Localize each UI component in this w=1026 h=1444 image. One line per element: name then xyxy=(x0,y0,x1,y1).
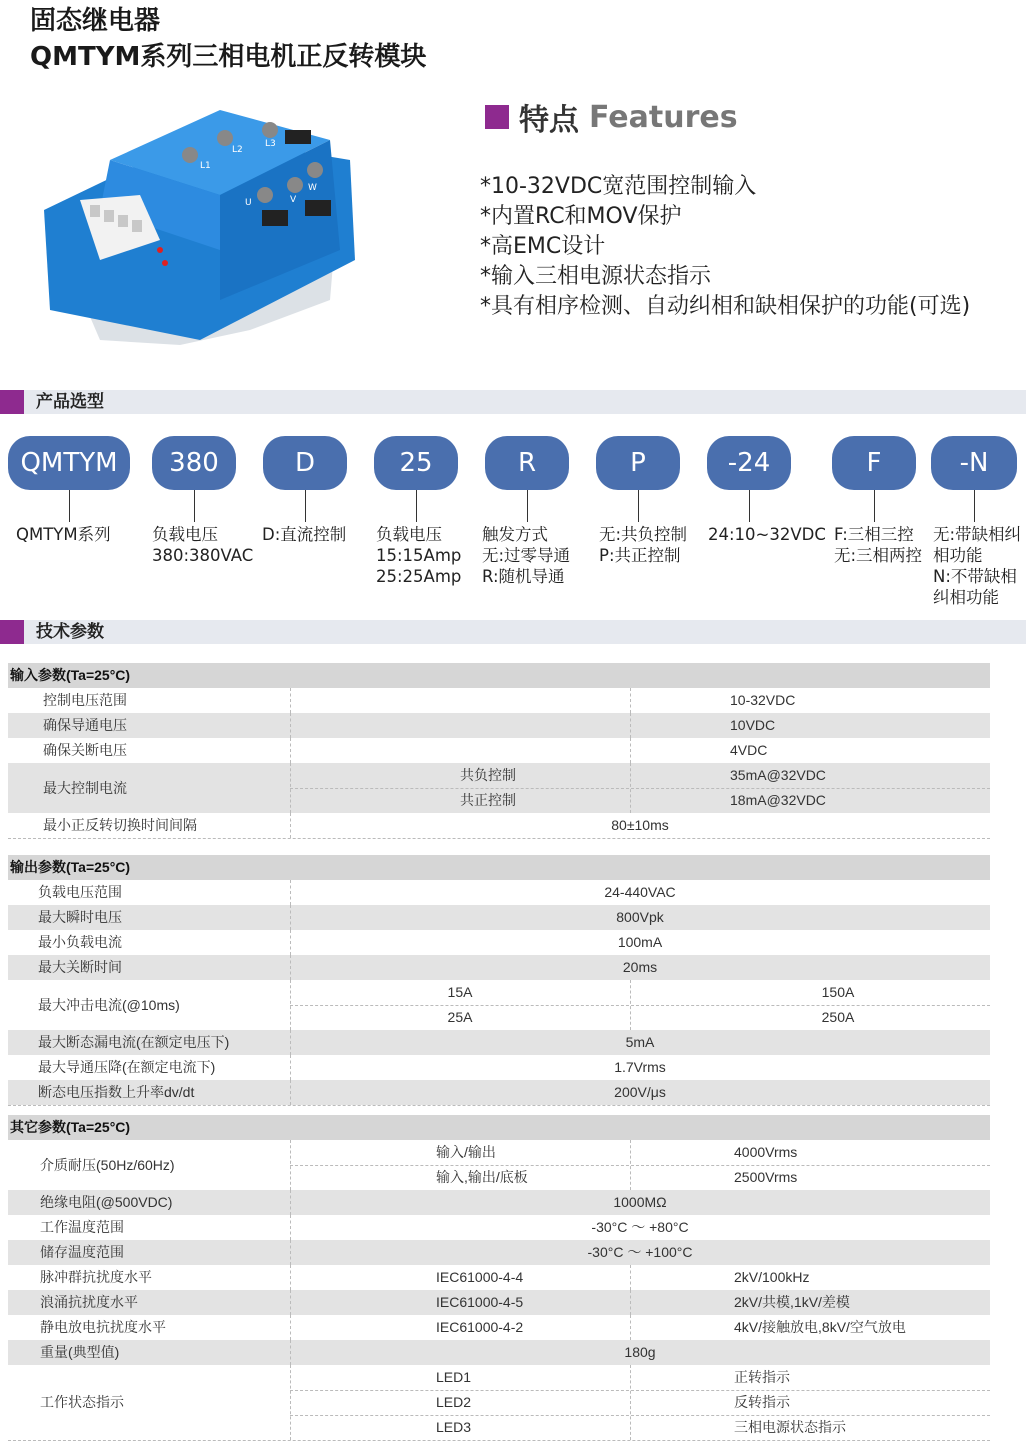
table-row xyxy=(8,1140,990,1190)
column-divider xyxy=(630,688,631,713)
row-divider xyxy=(8,1105,990,1106)
param-condition: 输入/输出 xyxy=(436,1144,496,1160)
terminal-label-w: W xyxy=(308,183,317,193)
param-name: 断态电压指数上升率dv/dt xyxy=(38,1084,195,1100)
table-row xyxy=(8,813,990,838)
param-name: 最大关断时间 xyxy=(38,959,122,975)
table-row xyxy=(8,1080,990,1105)
feature-item: *内置RC和MOV保护 xyxy=(480,204,682,229)
table-header-row xyxy=(8,855,990,880)
description-line: 无:带缺相纠 xyxy=(933,525,1022,544)
table-row xyxy=(8,1055,990,1080)
table-row xyxy=(8,980,990,1030)
sub-row xyxy=(290,1165,990,1190)
terminal-label-l1: L1 xyxy=(200,161,211,171)
section-title-specs: 技术参数 xyxy=(36,622,104,642)
connector-line xyxy=(69,490,70,522)
table-row xyxy=(8,688,990,713)
description-line: F:三相三控 xyxy=(834,525,914,544)
column-divider xyxy=(290,1080,291,1105)
column-divider xyxy=(290,713,291,738)
table-row xyxy=(8,1265,990,1290)
column-divider xyxy=(290,1290,291,1315)
table-row xyxy=(8,955,990,980)
feature-item: *具有相序检测、自动纠相和缺相保护的功能(可选) xyxy=(480,294,971,319)
sub-row xyxy=(290,1415,990,1440)
column-divider xyxy=(290,1315,291,1340)
param-name: 确保关断电压 xyxy=(43,742,127,758)
description-line: 无:过零导通 xyxy=(482,546,571,565)
description-line: 380:380VAC xyxy=(152,546,254,565)
model-code-description xyxy=(262,524,346,545)
param-condition: 共正控制 xyxy=(460,792,516,808)
table-row xyxy=(8,1215,990,1240)
param-value: 24-440VAC xyxy=(604,884,676,900)
param-name: 重量(典型值) xyxy=(40,1344,120,1360)
table-header-row xyxy=(8,1115,990,1140)
param-name: 最大瞬时电压 xyxy=(38,909,122,925)
param-value: 4000Vrms xyxy=(734,1144,798,1160)
param-value: 35mA@32VDC xyxy=(730,767,826,783)
column-divider xyxy=(630,763,631,813)
terminal-label-v: V xyxy=(290,195,297,205)
param-value: 1.7Vrms xyxy=(614,1059,666,1075)
table-row xyxy=(8,1365,990,1440)
features-heading xyxy=(485,95,738,139)
column-divider xyxy=(630,738,631,763)
description-line: 相功能 xyxy=(933,546,983,565)
param-value: 150A xyxy=(821,984,855,1000)
model-code-segment: P xyxy=(596,436,680,490)
param-value: 4kV/接触放电,8kV/空气放电 xyxy=(734,1319,906,1335)
table-row xyxy=(8,1240,990,1265)
table-header-title: 其它参数(Ta=25°C) xyxy=(10,1119,131,1135)
model-code-description xyxy=(933,524,1021,608)
connector-line xyxy=(749,490,750,522)
features-list xyxy=(480,172,970,322)
param-name: 工作温度范围 xyxy=(40,1219,124,1235)
column-divider xyxy=(290,880,291,905)
sub-row xyxy=(290,1005,990,1030)
param-name: 控制电压范围 xyxy=(43,692,127,708)
param-value: 反转指示 xyxy=(734,1394,790,1410)
description-line: 负载电压 xyxy=(152,525,218,544)
column-divider xyxy=(290,980,291,1030)
column-divider xyxy=(290,1340,291,1365)
param-value: 250A xyxy=(821,1009,855,1025)
param-name: 确保导通电压 xyxy=(43,717,127,733)
param-name: 储存温度范围 xyxy=(40,1244,124,1260)
sub-row xyxy=(290,1140,990,1165)
row-divider xyxy=(8,838,990,839)
param-name: 负载电压范围 xyxy=(38,884,122,900)
solid-state-relay-module-icon xyxy=(40,100,360,360)
table-row xyxy=(8,905,990,930)
description-line: R:随机导通 xyxy=(482,567,565,586)
feature-item: *高EMC设计 xyxy=(480,234,606,259)
param-value: 1000MΩ xyxy=(613,1194,667,1210)
table-header-row xyxy=(8,663,990,688)
column-divider xyxy=(290,1055,291,1080)
column-divider xyxy=(630,1315,631,1340)
param-name: 工作状态指示 xyxy=(40,1394,124,1410)
param-value: 2kV/100kHz xyxy=(734,1269,810,1285)
table-row xyxy=(8,930,990,955)
model-code-segment: 25 xyxy=(374,436,458,490)
model-code-segment: 380 xyxy=(152,436,236,490)
terminal-label-l2: L2 xyxy=(232,145,243,155)
model-code-description xyxy=(152,524,253,566)
model-code-description xyxy=(708,524,826,545)
column-divider xyxy=(290,1190,291,1215)
param-condition: LED3 xyxy=(436,1419,472,1435)
param-name: 最大控制电流 xyxy=(43,780,127,796)
row-divider xyxy=(290,1165,990,1166)
column-divider xyxy=(630,1265,631,1290)
connector-line xyxy=(305,490,306,522)
model-code-segment: D xyxy=(263,436,347,490)
terminal-label-l3: L3 xyxy=(265,139,276,149)
column-divider xyxy=(290,688,291,713)
param-value: 180g xyxy=(624,1344,656,1360)
param-condition: IEC61000-4-5 xyxy=(436,1294,524,1310)
param-condition: LED2 xyxy=(436,1394,472,1410)
param-value: 10VDC xyxy=(730,717,776,733)
connector-line xyxy=(874,490,875,522)
sub-row xyxy=(290,788,990,813)
table-row xyxy=(8,1190,990,1215)
param-name: 浪涌抗扰度水平 xyxy=(40,1294,138,1310)
table-header-title: 输入参数(Ta=25°C) xyxy=(10,667,131,683)
feature-item: *输入三相电源状态指示 xyxy=(480,264,712,289)
model-code-description xyxy=(482,524,570,587)
param-name: 最小正反转切换时间间隔 xyxy=(43,817,197,833)
model-code-segment: QMTYM xyxy=(8,436,130,490)
sub-row xyxy=(290,1390,990,1415)
param-condition: IEC61000-4-4 xyxy=(436,1269,524,1285)
connector-line xyxy=(638,490,639,522)
column-divider xyxy=(290,1140,291,1190)
param-value: 80±10ms xyxy=(611,817,669,833)
connector-line xyxy=(527,490,528,522)
description-line: 无:共负控制 xyxy=(599,525,688,544)
param-condition: 输入,输出/底板 xyxy=(436,1169,528,1185)
param-name: 脉冲群抗扰度水平 xyxy=(40,1269,152,1285)
param-name: 最大断态漏电流(在额定电压下) xyxy=(38,1034,230,1050)
heading-square-icon xyxy=(485,105,509,129)
description-line: 24:10~32VDC xyxy=(708,525,826,544)
section-bar-selection xyxy=(0,390,1026,414)
section-square-icon xyxy=(0,620,24,644)
model-code-description xyxy=(834,524,922,566)
description-line: P:共正控制 xyxy=(599,546,681,565)
param-condition: LED1 xyxy=(436,1369,472,1385)
column-divider xyxy=(290,1215,291,1240)
row-divider xyxy=(290,1005,990,1006)
param-value: -30°C ～ +80°C xyxy=(591,1219,689,1235)
sub-row xyxy=(290,980,990,1005)
param-name: 绝缘电阻(@500VDC) xyxy=(40,1194,173,1210)
description-line: QMTYM系列 xyxy=(16,525,111,544)
column-divider xyxy=(290,1240,291,1265)
column-divider xyxy=(630,1140,631,1190)
column-divider xyxy=(290,905,291,930)
connector-line xyxy=(974,490,975,522)
param-value: 4VDC xyxy=(730,742,768,758)
param-condition: IEC61000-4-2 xyxy=(436,1319,524,1335)
column-divider xyxy=(290,813,291,838)
param-name: 最大冲击电流(@10ms) xyxy=(38,997,180,1013)
description-line: 25:25Amp xyxy=(376,567,462,586)
param-value: 800Vpk xyxy=(616,909,664,925)
description-line: 15:15Amp xyxy=(376,546,462,565)
model-code-segment: R xyxy=(485,436,569,490)
param-condition: 共负控制 xyxy=(460,767,516,783)
model-code-description xyxy=(599,524,687,566)
terminal-label-u: U xyxy=(245,198,252,208)
connector-line xyxy=(416,490,417,522)
sub-row xyxy=(290,1365,990,1390)
param-value: 20ms xyxy=(622,959,658,975)
param-value: 正转指示 xyxy=(734,1369,790,1385)
row-divider xyxy=(290,1415,990,1416)
column-divider xyxy=(290,955,291,980)
features-heading-cn: 特点 xyxy=(519,103,579,138)
section-bar-specs xyxy=(0,620,1026,644)
param-value: 5mA xyxy=(625,1034,655,1050)
row-divider xyxy=(8,1440,990,1441)
features-heading-en: Features xyxy=(589,99,738,135)
model-code-segment: -24 xyxy=(707,436,791,490)
column-divider xyxy=(290,1265,291,1290)
table-row xyxy=(8,738,990,763)
column-divider xyxy=(630,713,631,738)
table-header-title: 输出参数(Ta=25°C) xyxy=(10,859,131,875)
param-value: 200V/μs xyxy=(614,1084,666,1100)
doc-title-line1: 固态继电器 xyxy=(30,6,161,36)
table-row xyxy=(8,1030,990,1055)
param-name: 最小负载电流 xyxy=(38,934,122,950)
param-value: 10-32VDC xyxy=(730,692,796,708)
section-title-selection: 产品选型 xyxy=(36,392,104,412)
column-divider xyxy=(290,1030,291,1055)
doc-title-line2: QMTYM系列三相电机正反转模块 xyxy=(30,42,427,72)
description-line: 纠相功能 xyxy=(933,588,999,607)
param-value: 2kV/共模,1kV/差模 xyxy=(734,1294,850,1310)
feature-item: *10-32VDC宽范围控制输入 xyxy=(480,174,757,199)
description-line: 负载电压 xyxy=(376,525,442,544)
product-photo xyxy=(40,100,360,360)
param-value: 2500Vrms xyxy=(734,1169,798,1185)
param-value: 18mA@32VDC xyxy=(730,792,826,808)
table-row xyxy=(8,763,990,813)
column-divider xyxy=(290,763,291,813)
table-row xyxy=(8,1315,990,1340)
param-name: 最大导通压降(在额定电流下) xyxy=(38,1059,216,1075)
sub-row xyxy=(290,763,990,788)
param-condition: 25A xyxy=(447,1009,473,1025)
param-name: 静电放电抗扰度水平 xyxy=(40,1319,166,1335)
param-condition: 15A xyxy=(447,984,473,1000)
column-divider xyxy=(630,1365,631,1440)
param-value: 100mA xyxy=(617,934,663,950)
table-row xyxy=(8,880,990,905)
description-line: 无:三相两控 xyxy=(834,546,923,565)
row-divider xyxy=(290,788,990,789)
model-code-description xyxy=(16,524,111,545)
description-line: N:不带缺相 xyxy=(933,567,1017,586)
section-square-icon xyxy=(0,390,24,414)
model-code-segment: -N xyxy=(931,436,1017,490)
table-row xyxy=(8,1290,990,1315)
column-divider xyxy=(630,1290,631,1315)
connector-line xyxy=(194,490,195,522)
column-divider xyxy=(290,930,291,955)
param-value: -30°C ～ +100°C xyxy=(587,1244,693,1260)
description-line: 触发方式 xyxy=(482,525,548,544)
param-value: 三相电源状态指示 xyxy=(734,1419,846,1435)
row-divider xyxy=(290,1390,990,1391)
model-code-description xyxy=(376,524,461,587)
table-row xyxy=(8,1340,990,1365)
description-line: D:直流控制 xyxy=(262,525,347,544)
table-row xyxy=(8,713,990,738)
column-divider xyxy=(290,738,291,763)
column-divider xyxy=(290,1365,291,1440)
column-divider xyxy=(630,980,631,1030)
model-code-segment: F xyxy=(832,436,916,490)
param-name: 介质耐压(50Hz/60Hz) xyxy=(40,1157,175,1173)
